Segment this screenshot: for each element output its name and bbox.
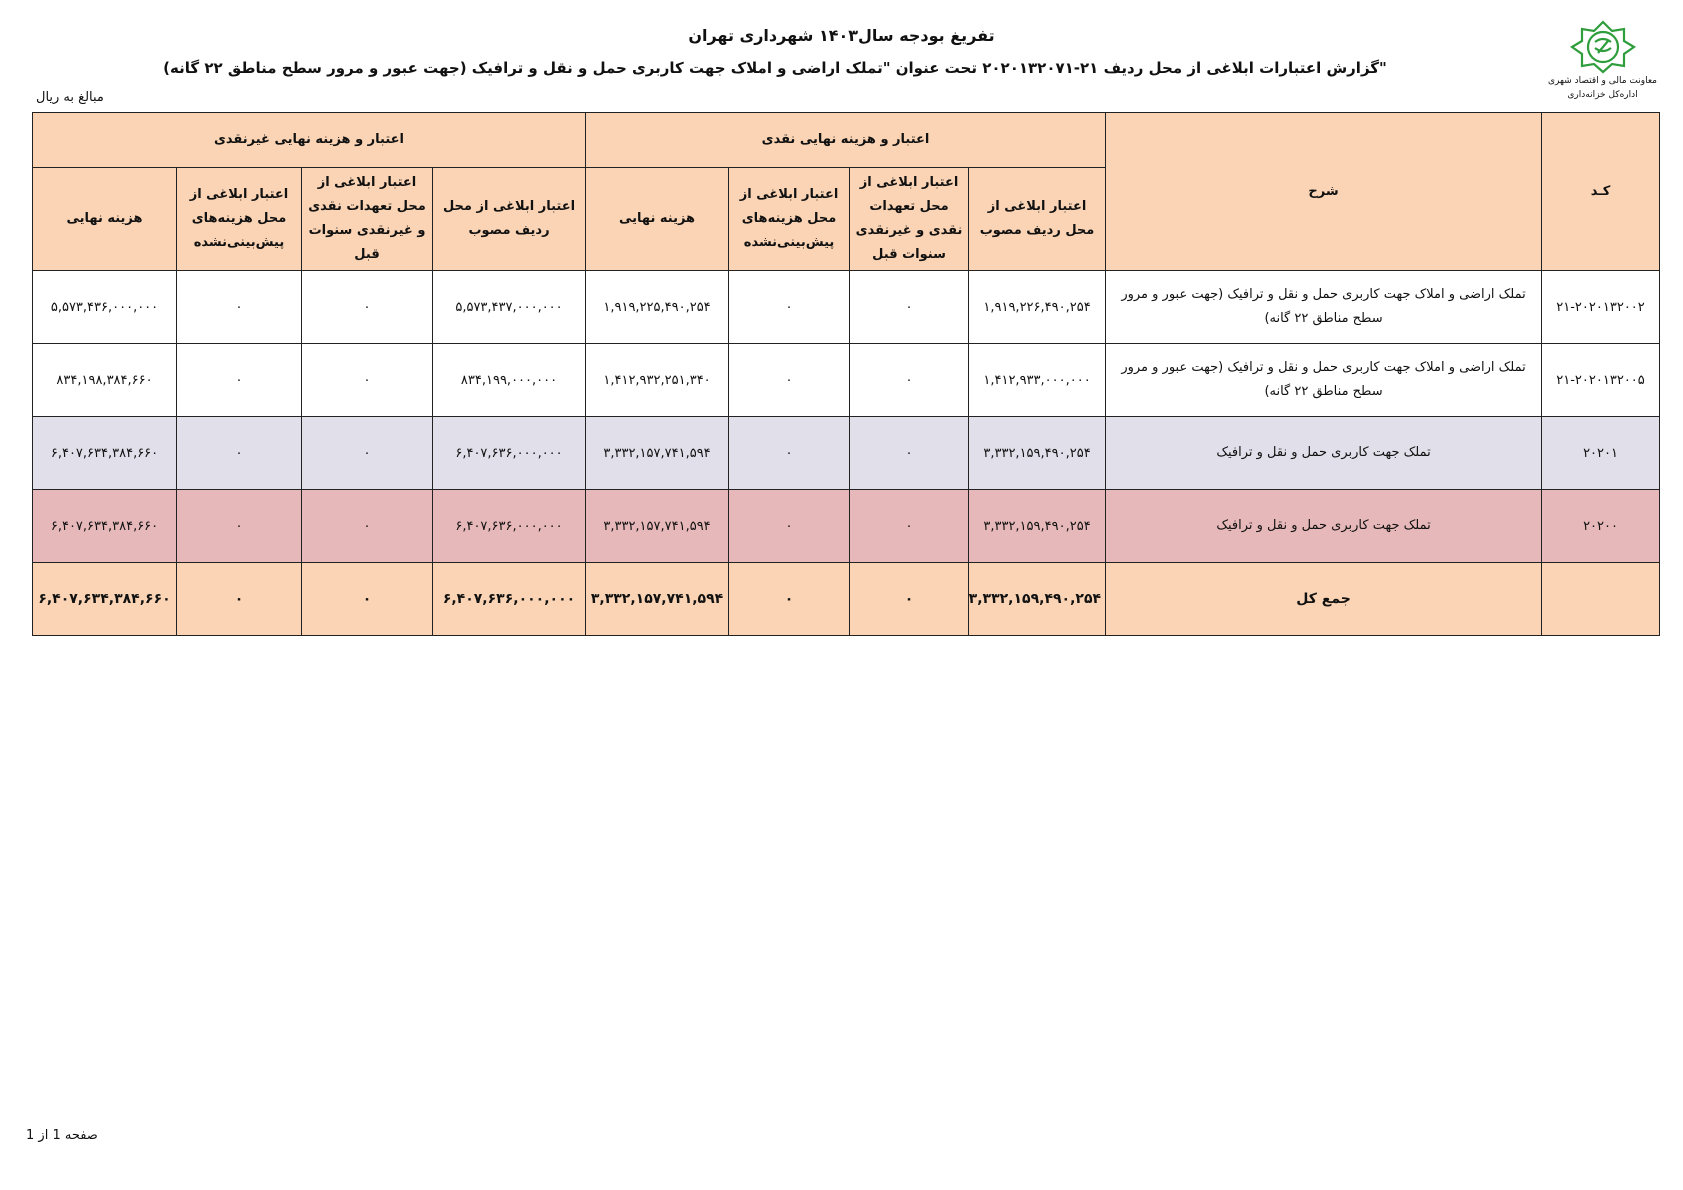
noncash-approved-value: ۸۳۴,۱۹۹,۰۰۰,۰۰۰ — [433, 344, 586, 417]
noncash-final-value: ۵,۵۷۳,۴۳۶,۰۰۰,۰۰۰ — [33, 271, 177, 344]
cash-approved-value: ۳,۳۳۲,۱۵۹,۴۹۰,۲۵۴ — [969, 490, 1106, 563]
row-description: تملک جهت کاربری حمل و نقل و ترافیک — [1106, 417, 1542, 490]
cash-prior-value: ۰ — [850, 490, 969, 563]
logo-caption-treasury: اداره‌کل خزانه‌داری — [1567, 90, 1638, 100]
logo-caption-deputy: معاونت مالی و اقتصاد شهری — [1548, 76, 1657, 86]
cash-approved-value: ۱,۹۱۹,۲۲۶,۴۹۰,۲۵۴ — [969, 271, 1106, 344]
report-title: تفریغ بودجه سال۱۴۰۳ شهرداری تهران — [688, 26, 995, 45]
cash-approved-value: ۳,۳۳۲,۱۵۹,۴۹۰,۲۵۴ — [969, 417, 1106, 490]
noncash-unforeseen-value: ۰ — [177, 490, 302, 563]
header-row-groups — [33, 113, 1660, 168]
grand-total-row — [33, 563, 1660, 636]
row-description: تملک اراضی و املاک جهت کاربری حمل و نقل و ترافیک (جهت عبور و مرور سطح مناطق ۲۲ گانه) — [1106, 271, 1542, 344]
cash-final-value: ۳,۳۳۲,۱۵۷,۷۴۱,۵۹۴ — [586, 417, 729, 490]
currency-unit-note: مبالغ به ریال — [36, 90, 104, 105]
grand-total-code-cell — [1542, 563, 1660, 636]
cash-unforeseen-value: ۰ — [729, 344, 850, 417]
total-noncash-prior: ۰ — [302, 563, 433, 636]
subtotal-row-20200 — [33, 490, 1660, 563]
cash-prior-value: ۰ — [850, 271, 969, 344]
cash-final-value: ۱,۴۱۲,۹۳۲,۲۵۱,۳۴۰ — [586, 344, 729, 417]
col-header-noncash-prior-commitments: اعتبار ابلاغی از محل تعهدات نقدی و غیرنقدی سنوات قبل — [302, 168, 433, 271]
noncash-unforeseen-value: ۰ — [177, 417, 302, 490]
total-noncash-final: ۶,۴۰۷,۶۳۴,۳۸۴,۶۶۰ — [33, 563, 177, 636]
noncash-prior-value: ۰ — [302, 271, 433, 344]
total-cash-approved: ۳,۳۳۲,۱۵۹,۴۹۰,۲۵۴ — [969, 563, 1106, 636]
row-description: تملک اراضی و املاک جهت کاربری حمل و نقل و ترافیک (جهت عبور و مرور سطح مناطق ۲۲ گانه) — [1106, 344, 1542, 417]
noncash-prior-value: ۰ — [302, 490, 433, 563]
noncash-final-value: ۶,۴۰۷,۶۳۴,۳۸۴,۶۶۰ — [33, 417, 177, 490]
total-noncash-unforeseen: ۰ — [177, 563, 302, 636]
col-header-cash-final-expense: هزینه نهایی — [586, 168, 729, 271]
grand-total-label: جمع کل — [1106, 563, 1542, 636]
row-code: ۲۰۲۰۱ — [1542, 417, 1660, 490]
row-code: ۲۰۲۰۰ — [1542, 490, 1660, 563]
total-cash-final: ۳,۳۳۲,۱۵۷,۷۴۱,۵۹۴ — [586, 563, 729, 636]
total-cash-unforeseen: ۰ — [729, 563, 850, 636]
cash-prior-value: ۰ — [850, 344, 969, 417]
cash-unforeseen-value: ۰ — [729, 417, 850, 490]
subtotal-row-20201 — [33, 417, 1660, 490]
total-cash-prior: ۰ — [850, 563, 969, 636]
row-description: تملک جهت کاربری حمل و نقل و ترافیک — [1106, 490, 1542, 563]
col-header-cash-prior-commitments: اعتبار ابلاغی از محل تعهدات نقدی و غیرنقدی سنوات قبل — [850, 168, 969, 271]
col-header-noncash-approved: اعتبار ابلاغی از محل ردیف مصوب — [433, 168, 586, 271]
noncash-prior-value: ۰ — [302, 344, 433, 417]
col-header-cash-unforeseen: اعتبار ابلاغی از محل هزینه‌های پیش‌بینی‌نشده — [729, 168, 850, 271]
cash-approved-value: ۱,۴۱۲,۹۳۳,۰۰۰,۰۰۰ — [969, 344, 1106, 417]
col-header-noncash-unforeseen: اعتبار ابلاغی از محل هزینه‌های پیش‌بینی‌نشده — [177, 168, 302, 271]
table-row — [33, 344, 1660, 417]
group-header-cash: اعتبار و هزینه نهایی نقدی — [586, 113, 1106, 168]
noncash-prior-value: ۰ — [302, 417, 433, 490]
total-noncash-approved: ۶,۴۰۷,۶۳۶,۰۰۰,۰۰۰ — [433, 563, 586, 636]
group-header-noncash: اعتبار و هزینه نهایی غیرنقدی — [33, 113, 586, 168]
municipality-logo — [1540, 20, 1665, 102]
noncash-approved-value: ۵,۵۷۳,۴۳۷,۰۰۰,۰۰۰ — [433, 271, 586, 344]
noncash-unforeseen-value: ۰ — [177, 271, 302, 344]
cash-unforeseen-value: ۰ — [729, 271, 850, 344]
municipality-emblem-icon — [1560, 20, 1646, 74]
noncash-approved-value: ۶,۴۰۷,۶۳۶,۰۰۰,۰۰۰ — [433, 490, 586, 563]
col-header-cash-approved: اعتبار ابلاغی از محل ردیف مصوب — [969, 168, 1106, 271]
col-header-code: کـد — [1542, 113, 1660, 271]
table-row — [33, 271, 1660, 344]
cash-prior-value: ۰ — [850, 417, 969, 490]
report-subtitle: گزارش اعتبارات ابلاغی از محل ردیف ۲۱-۲۰۲۰۱۳۲۰۷۱ تحت عنوان "تملک اراضی و املاک جهت کاربری حمل و نقل و ترافیک (جهت عبور و مرور سطح مناطق ۲۲ گانه)" — [163, 59, 1387, 77]
noncash-final-value: ۸۳۴,۱۹۸,۳۸۴,۶۶۰ — [33, 344, 177, 417]
noncash-unforeseen-value: ۰ — [177, 344, 302, 417]
row-code: ۲۱-۲۰۲۰۱۳۲۰۰۵ — [1542, 344, 1660, 417]
cash-unforeseen-value: ۰ — [729, 490, 850, 563]
budget-report-table — [32, 112, 1660, 636]
noncash-final-value: ۶,۴۰۷,۶۳۴,۳۸۴,۶۶۰ — [33, 490, 177, 563]
noncash-approved-value: ۶,۴۰۷,۶۳۶,۰۰۰,۰۰۰ — [433, 417, 586, 490]
col-header-noncash-final-expense: هزینه نهایی — [33, 168, 177, 271]
page-number: صفحه 1 از 1 — [26, 1128, 98, 1143]
cash-final-value: ۳,۳۳۲,۱۵۷,۷۴۱,۵۹۴ — [586, 490, 729, 563]
col-header-description: شرح — [1106, 113, 1542, 271]
row-code: ۲۱-۲۰۲۰۱۳۲۰۰۲ — [1542, 271, 1660, 344]
cash-final-value: ۱,۹۱۹,۲۲۵,۴۹۰,۲۵۴ — [586, 271, 729, 344]
